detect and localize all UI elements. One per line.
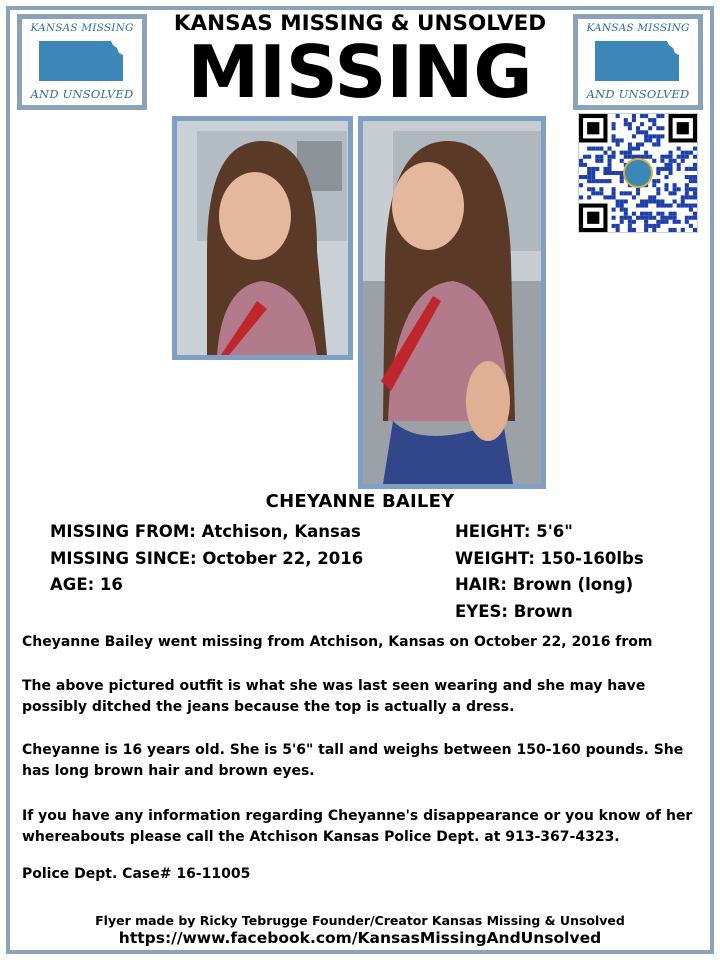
kansas-missing-logo-left [17, 14, 147, 110]
missing-person-photo-1 [172, 116, 353, 360]
facts-left [50, 519, 363, 599]
description-paragraph: Cheyanne Bailey went missing from Atchison, Kansas on October 22, 2016 from [22, 634, 653, 650]
kansas-state-icon [37, 39, 127, 83]
weight: WEIGHT: 150-160lbs [455, 548, 644, 568]
height: HEIGHT: 5'6" [455, 522, 573, 541]
hair: HAIR: Brown (long) [455, 575, 634, 594]
header-subtitle: KANSAS MISSING & UNSOLVED [173, 11, 547, 36]
age: AGE: 16 [50, 575, 123, 594]
missing-from: MISSING FROM: Atchison, Kansas [50, 522, 361, 541]
case-number: Police Dept. Case# 16-11005 [22, 866, 251, 882]
flyer-credit: Flyer made by Ricky Tebrugge Founder/Creator Kansas Missing & Unsolved [95, 913, 625, 928]
header-title: MISSING [187, 30, 533, 114]
photo-placeholder-icon [363, 121, 541, 484]
logo-bottom-text: AND UNSOLVED [30, 87, 134, 101]
facts-right [455, 519, 644, 625]
logo-top-text: KANSAS MISSING [586, 22, 690, 34]
missing-person-name: CHEYANNE BAILEY [265, 491, 455, 512]
kansas-missing-logo-right [573, 14, 703, 110]
missing-since: MISSING SINCE: October 22, 2016 [50, 548, 364, 568]
outfit-paragraph: The above pictured outfit is what she was last seen wearing and she may have possibly ditched the jeans because the top is actually a dress. [22, 678, 646, 715]
qr-code-icon [579, 114, 697, 232]
photo-placeholder-icon [177, 121, 348, 355]
qr-code[interactable] [578, 113, 698, 233]
logo-top-text: KANSAS MISSING [30, 22, 134, 34]
physical-description-paragraph: Cheyanne is 16 years old. She is 5'6" tall and weighs between 150-160 pounds. She has long brown hair and brown eyes. [22, 742, 684, 779]
logo-bottom-text: AND UNSOLVED [586, 87, 690, 101]
eyes: EYES: Brown [455, 601, 573, 621]
missing-person-photo-2 [358, 116, 546, 489]
contact-paragraph: If you have any information regarding Cheyanne's disappearance or you know of her whereabouts please call the Atchison Kansas Police Dept. at 913-367-4323. [22, 808, 693, 845]
facebook-link[interactable]: https://www.facebook.com/KansasMissingAndUnsolved [118, 929, 602, 947]
kansas-state-icon [593, 39, 683, 83]
